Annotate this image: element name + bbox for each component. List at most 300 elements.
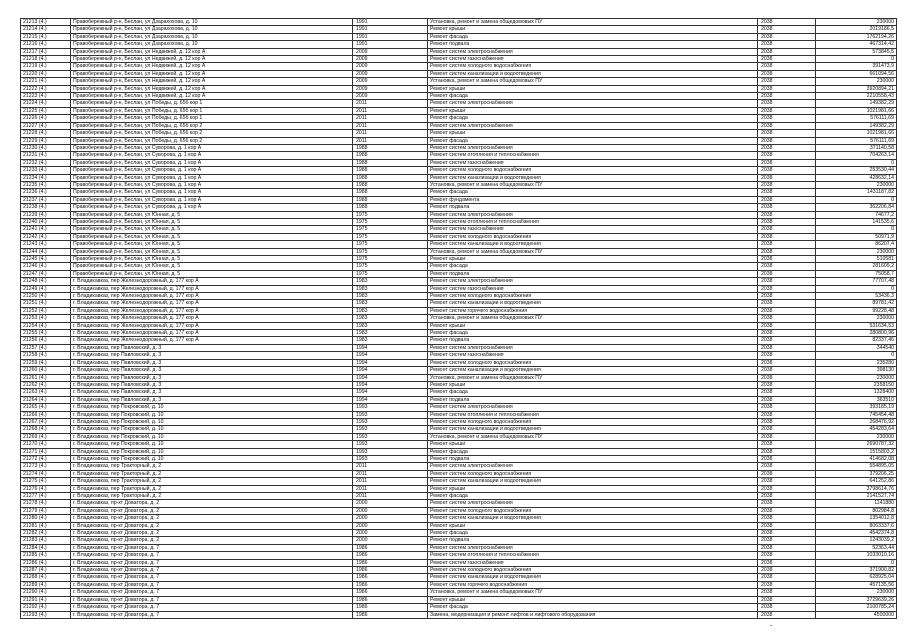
row-number-cell: 21249 (4.): [21, 285, 71, 292]
planned-year-cell: 2038: [758, 85, 816, 92]
row-number-cell: 21254 (4.): [21, 322, 71, 329]
address-cell: г. Владикавказ, пер Павловский, д. 3: [71, 359, 353, 366]
year-built-cell: 1975: [353, 211, 428, 218]
year-built-cell: 1975: [353, 233, 428, 240]
cost-cell: 2141527,74: [816, 493, 897, 500]
planned-year-cell: 2038: [758, 478, 816, 485]
year-built-cell: 2011: [353, 115, 428, 122]
table-row: [21, 574, 897, 581]
cost-cell: 74677,2: [816, 211, 897, 218]
planned-year-cell: 2038: [758, 330, 816, 337]
year-built-cell: 2009: [353, 63, 428, 70]
cost-cell: 391473,9: [816, 63, 897, 70]
row-number-cell: 21276 (4.): [21, 485, 71, 492]
year-built-cell: 1991: [353, 19, 428, 26]
year-built-cell: 1975: [353, 218, 428, 225]
work-type-cell: Установка, ремонт и замена общедомовых ПУ: [428, 78, 758, 85]
year-built-cell: 2011: [353, 100, 428, 107]
table-row: [21, 589, 897, 596]
address-cell: Правобережный р-н, Беслан, ул Недвижей, д. 12 кор А: [71, 70, 353, 77]
cost-cell: 52363,44: [816, 544, 897, 551]
work-type-cell: Ремонт систем газоснабжения: [428, 559, 758, 566]
cost-cell: 2690787,32: [816, 441, 897, 448]
table-row: [21, 241, 897, 248]
work-type-cell: Ремонт систем электроснабжения: [428, 500, 758, 507]
row-number-cell: 21268 (4.): [21, 426, 71, 433]
planned-year-cell: 2038: [758, 33, 816, 40]
address-cell: Правобережный р-н, Беслан, ул Юнная, д. 5: [71, 241, 353, 248]
address-cell: г. Владикавказ, пр-кт Доватора, д. 7: [71, 581, 353, 588]
planned-year-cell: 2038: [758, 218, 816, 225]
table-row: [21, 226, 897, 233]
table-row: [21, 48, 897, 55]
year-built-cell: 1986: [353, 604, 428, 611]
address-cell: Правобережный р-н, Беслан, ул Суворова, д. 1 кор А: [71, 167, 353, 174]
planned-year-cell: 2038: [758, 322, 816, 329]
cost-cell: 2210558,43: [816, 93, 897, 100]
planned-year-cell: 2038: [758, 589, 816, 596]
table-row: [21, 315, 897, 322]
planned-year-cell: 2038: [758, 337, 816, 344]
work-type-cell: Ремонт систем электроснабжения: [428, 544, 758, 551]
planned-year-cell: 2038: [758, 485, 816, 492]
year-built-cell: 2011: [353, 463, 428, 470]
year-built-cell: 2000: [353, 507, 428, 514]
work-type-cell: Ремонт подвала: [428, 455, 758, 462]
year-built-cell: 2009: [353, 48, 428, 55]
work-type-cell: Ремонт крыши: [428, 322, 758, 329]
year-built-cell: 1994: [353, 367, 428, 374]
address-cell: Правобережный р-н, Беслан, ул Победы, д. 65б кор 1: [71, 107, 353, 114]
work-type-cell: Ремонт систем холодного водоснабжения: [428, 470, 758, 477]
cost-cell: 253530,44: [816, 167, 897, 174]
cost-cell: 398130: [816, 367, 897, 374]
cost-cell: 344540: [816, 344, 897, 351]
cost-cell: 1431187,82: [816, 189, 897, 196]
row-number-cell: 21243 (4.): [21, 241, 71, 248]
row-number-cell: 21219 (4.): [21, 63, 71, 70]
cost-cell: 393185,19: [816, 404, 897, 411]
cost-cell: 82337,46: [816, 337, 897, 344]
planned-year-cell: 2038: [758, 611, 816, 618]
row-number-cell: 21258 (4.): [21, 352, 71, 359]
row-number-cell: 21270 (4.): [21, 441, 71, 448]
address-cell: Правобережный р-н, Беслан, ул Суворова, д. 1 кор А: [71, 144, 353, 151]
table-row: [21, 85, 897, 92]
row-number-cell: 21220 (4.): [21, 70, 71, 77]
row-number-cell: 21273 (4.): [21, 463, 71, 470]
work-type-cell: Ремонт систем канализации и водоотведения: [428, 574, 758, 581]
cost-cell: 457135,56: [816, 581, 897, 588]
year-built-cell: 1993: [353, 448, 428, 455]
address-cell: Правобережный р-н, Беслан, ул Недвижей, д. 12 кор А: [71, 63, 353, 70]
row-number-cell: 21261 (4.): [21, 374, 71, 381]
planned-year-cell: 2038: [758, 537, 816, 544]
year-built-cell: 2000: [353, 537, 428, 544]
table-body: [21, 19, 897, 619]
cost-cell: 554895,05: [816, 463, 897, 470]
cost-cell: 576111,69: [816, 115, 897, 122]
year-built-cell: 1993: [353, 455, 428, 462]
planned-year-cell: 2038: [758, 441, 816, 448]
year-built-cell: 1988: [353, 167, 428, 174]
year-built-cell: 1975: [353, 270, 428, 277]
work-type-cell: Ремонт систем холодного водоснабжения: [428, 418, 758, 425]
address-cell: г. Владикавказ, пер Покровский, д. 10: [71, 404, 353, 411]
year-built-cell: 2000: [353, 522, 428, 529]
year-built-cell: 1986: [353, 552, 428, 559]
year-built-cell: 1986: [353, 589, 428, 596]
work-type-cell: Установка, ремонт и замена общедомовых ПУ: [428, 181, 758, 188]
address-cell: Правобережный р-н, Беслан, ул Недвижей, д. 12 кор А: [71, 93, 353, 100]
planned-year-cell: 2038: [758, 137, 816, 144]
planned-year-cell: 2038: [758, 93, 816, 100]
address-cell: г. Владикавказ, пр-кт Доватора, д. 2: [71, 530, 353, 537]
planned-year-cell: 2038: [758, 448, 816, 455]
table-row: [21, 307, 897, 314]
planned-year-cell: 2038: [758, 530, 816, 537]
table-row: [21, 78, 897, 85]
planned-year-cell: 2038: [758, 455, 816, 462]
cost-cell: 1328400: [816, 389, 897, 396]
planned-year-cell: 2038: [758, 470, 816, 477]
work-type-cell: Ремонт крыши: [428, 107, 758, 114]
work-type-cell: Ремонт систем отопления и теплоснабжения: [428, 552, 758, 559]
address-cell: г. Владикавказ, пер Железнодорожный, д. 177 кор А: [71, 337, 353, 344]
row-number-cell: 21259 (4.): [21, 359, 71, 366]
address-cell: Правобережный р-н, Беслан, ул Дзарахохова, д. 10: [71, 26, 353, 33]
year-built-cell: 2011: [353, 137, 428, 144]
planned-year-cell: 2038: [758, 41, 816, 48]
cost-cell: 661094,56: [816, 70, 897, 77]
row-number-cell: 21242 (4.): [21, 233, 71, 240]
work-type-cell: Ремонт фасада: [428, 263, 758, 270]
planned-year-cell: 2038: [758, 396, 816, 403]
row-number-cell: 21225 (4.): [21, 107, 71, 114]
planned-year-cell: 2038: [758, 233, 816, 240]
work-type-cell: Установка, ремонт и замена общедомовых ПУ: [428, 433, 758, 440]
year-built-cell: 1975: [353, 248, 428, 255]
year-built-cell: 1994: [353, 344, 428, 351]
planned-year-cell: 2038: [758, 300, 816, 307]
planned-year-cell: 2038: [758, 189, 816, 196]
work-type-cell: Ремонт систем отопления и теплоснабжения: [428, 411, 758, 418]
address-cell: г. Владикавказ, пр-кт Доватора, д. 7: [71, 604, 353, 611]
address-cell: г. Владикавказ, пер Железнодорожный, д. 177 кор А: [71, 322, 353, 329]
work-type-cell: Ремонт систем электроснабжения: [428, 48, 758, 55]
work-type-cell: Замена, модернизация и ремонт лифтов и лифтового оборудования: [428, 611, 758, 618]
work-type-cell: Ремонт фасада: [428, 330, 758, 337]
year-built-cell: 1988: [353, 152, 428, 159]
row-number-cell: 21277 (4.): [21, 493, 71, 500]
planned-year-cell: 2038: [758, 544, 816, 551]
address-cell: Правобережный р-н, Беслан, ул Недвижей, д. 12 кор А: [71, 56, 353, 63]
work-type-cell: Ремонт систем электроснабжения: [428, 144, 758, 151]
planned-year-cell: 2038: [758, 144, 816, 151]
row-number-cell: 21290 (4.): [21, 589, 71, 596]
cost-cell: 77707,48: [816, 278, 897, 285]
cost-cell: 50971,9: [816, 233, 897, 240]
table-row: [21, 515, 897, 522]
row-number-cell: 21227 (4.): [21, 122, 71, 129]
year-built-cell: 1975: [353, 263, 428, 270]
work-type-cell: Ремонт систем канализации и водоотведения: [428, 478, 758, 485]
cost-cell: 8063337,6: [816, 522, 897, 529]
table-row: [21, 441, 897, 448]
address-cell: Правобережный р-н, Беслан, ул Суворова, д. 1 кор А: [71, 174, 353, 181]
row-number-cell: 21213 (4.): [21, 19, 71, 26]
year-built-cell: 1975: [353, 256, 428, 263]
work-type-cell: Ремонт систем холодного водоснабжения: [428, 567, 758, 574]
cost-cell: 2100785,24: [816, 604, 897, 611]
year-built-cell: 1988: [353, 159, 428, 166]
table-row: [21, 56, 897, 63]
address-cell: Правобережный р-н, Беслан, ул Дзарахохова, д. 10: [71, 41, 353, 48]
cost-cell: 149382,29: [816, 122, 897, 129]
table-row: [21, 248, 897, 255]
address-cell: г. Владикавказ, пер Павловский, д. 3: [71, 389, 353, 396]
work-type-cell: Ремонт систем электроснабжения: [428, 404, 758, 411]
table-row: [21, 337, 897, 344]
table-row: [21, 70, 897, 77]
row-number-cell: 21239 (4.): [21, 211, 71, 218]
work-type-cell: Ремонт систем холодного водоснабжения: [428, 167, 758, 174]
address-cell: г. Владикавказ, пер Железнодорожный, д. 177 кор А: [71, 315, 353, 322]
table-row: [21, 181, 897, 188]
year-built-cell: 2011: [353, 130, 428, 137]
cost-cell: 0: [816, 352, 897, 359]
work-type-cell: Установка, ремонт и замена общедомовых ПУ: [428, 248, 758, 255]
address-cell: Правобережный р-н, Беслан, ул Недвижей, д. 12 кор А: [71, 48, 353, 55]
planned-year-cell: 2038: [758, 581, 816, 588]
planned-year-cell: 2038: [758, 241, 816, 248]
row-number-cell: 21292 (4.): [21, 604, 71, 611]
cost-cell: 1354012,8: [816, 515, 897, 522]
year-built-cell: 2000: [353, 500, 428, 507]
table-row: [21, 448, 897, 455]
address-cell: Правобережный р-н, Беслан, ул Суворова, д. 1 кор А: [71, 204, 353, 211]
table-row: [21, 189, 897, 196]
work-type-cell: Ремонт систем канализации и водоотведения: [428, 515, 758, 522]
address-cell: г. Владикавказ, пер Тракторный, д. 2: [71, 470, 353, 477]
address-cell: г. Владикавказ, пр-кт Доватора, д. 2: [71, 507, 353, 514]
planned-year-cell: 2038: [758, 181, 816, 188]
table-row: [21, 604, 897, 611]
table-row: [21, 381, 897, 388]
work-type-cell: Ремонт подвала: [428, 270, 758, 277]
cost-cell: 268476,92: [816, 418, 897, 425]
planned-year-cell: 2038: [758, 315, 816, 322]
address-cell: г. Владикавказ, пр-кт Доватора, д. 7: [71, 574, 353, 581]
cost-cell: 379206,25: [816, 470, 897, 477]
table-row: [21, 418, 897, 425]
work-type-cell: Ремонт фасада: [428, 189, 758, 196]
planned-year-cell: 2038: [758, 48, 816, 55]
year-built-cell: 1988: [353, 204, 428, 211]
year-built-cell: 2000: [353, 530, 428, 537]
cost-cell: 414682,08: [816, 455, 897, 462]
table-row: [21, 404, 897, 411]
work-type-cell: Ремонт систем холодного водоснабжения: [428, 63, 758, 70]
address-cell: г. Владикавказ, пер Покровский, д. 10: [71, 455, 353, 462]
cost-cell: 428632,14: [816, 174, 897, 181]
cost-cell: 467314,42: [816, 41, 897, 48]
address-cell: г. Владикавказ, пер Покровский, д. 10: [71, 448, 353, 455]
table-row: [21, 285, 897, 292]
row-number-cell: 21221 (4.): [21, 78, 71, 85]
cost-cell: 141535,6: [816, 218, 897, 225]
table-row: [21, 567, 897, 574]
year-built-cell: 1991: [353, 33, 428, 40]
address-cell: г. Владикавказ, пер Тракторный, д. 2: [71, 463, 353, 470]
row-number-cell: 21255 (4.): [21, 330, 71, 337]
year-built-cell: 2011: [353, 478, 428, 485]
year-built-cell: 1994: [353, 396, 428, 403]
row-number-cell: 21233 (4.): [21, 167, 71, 174]
address-cell: Правобережный р-н, Беслан, ул Юнная, д. 5: [71, 218, 353, 225]
planned-year-cell: 2038: [758, 122, 816, 129]
address-cell: г. Владикавказ, пер Покровский, д. 10: [71, 441, 353, 448]
planned-year-cell: 2038: [758, 204, 816, 211]
planned-year-cell: 2038: [758, 19, 816, 26]
row-number-cell: 21279 (4.): [21, 507, 71, 514]
table-row: [21, 218, 897, 225]
cost-cell: 510581: [816, 256, 897, 263]
table-row: [21, 167, 897, 174]
row-number-cell: 21247 (4.): [21, 270, 71, 277]
table-row: [21, 93, 897, 100]
planned-year-cell: 2038: [758, 167, 816, 174]
address-cell: Правобережный р-н, Беслан, ул Дзарахохова, д. 10: [71, 19, 353, 26]
year-built-cell: 1993: [353, 404, 428, 411]
year-built-cell: 1975: [353, 226, 428, 233]
cost-cell: 53436,3: [816, 293, 897, 300]
cost-cell: 75058,7: [816, 270, 897, 277]
planned-year-cell: 2038: [758, 463, 816, 470]
row-number-cell: 21217 (4.): [21, 48, 71, 55]
cost-cell: 281609,2: [816, 263, 897, 270]
planned-year-cell: 2038: [758, 56, 816, 63]
address-cell: Правобережный р-н, Беслан, ул Юнная, д. 5: [71, 233, 353, 240]
planned-year-cell: 2038: [758, 426, 816, 433]
cost-cell: 1033010,16: [816, 552, 897, 559]
cost-cell: 2019186,5: [816, 26, 897, 33]
work-type-cell: Установка, ремонт и замена общедомовых ПУ: [428, 374, 758, 381]
table-row: [21, 137, 897, 144]
table-row: [21, 485, 897, 492]
planned-year-cell: 2038: [758, 211, 816, 218]
work-type-cell: Ремонт систем отопления и теплоснабжения: [428, 152, 758, 159]
table-row: [21, 411, 897, 418]
table-row: [21, 122, 897, 129]
cost-cell: 1243039,2: [816, 537, 897, 544]
address-cell: Правобережный р-н, Беслан, ул Суворова, д. 1 кор А: [71, 196, 353, 203]
work-type-cell: Ремонт систем электроснабжения: [428, 211, 758, 218]
cost-cell: 1021981,66: [816, 107, 897, 114]
cost-cell: 280800,96: [816, 330, 897, 337]
work-type-cell: Ремонт крыши: [428, 381, 758, 388]
row-number-cell: 21288 (4.): [21, 574, 71, 581]
planned-year-cell: 2038: [758, 433, 816, 440]
work-type-cell: Ремонт крыши: [428, 441, 758, 448]
table-row: [21, 478, 897, 485]
planned-year-cell: 2038: [758, 389, 816, 396]
planned-year-cell: 2038: [758, 174, 816, 181]
planned-year-cell: 2038: [758, 515, 816, 522]
planned-year-cell: 2038: [758, 493, 816, 500]
table-row: [21, 396, 897, 403]
year-built-cell: 1983: [353, 307, 428, 314]
planned-year-cell: 2038: [758, 226, 816, 233]
year-built-cell: 1993: [353, 418, 428, 425]
row-number-cell: 21283 (4.): [21, 537, 71, 544]
row-number-cell: 21235 (4.): [21, 181, 71, 188]
table-row: [21, 41, 897, 48]
year-built-cell: 1983: [353, 330, 428, 337]
work-type-cell: Ремонт систем газоснабжения: [428, 352, 758, 359]
address-cell: г. Владикавказ, пер Павловский, д. 3: [71, 374, 353, 381]
work-type-cell: Ремонт систем холодного водоснабжения: [428, 293, 758, 300]
table-row: [21, 581, 897, 588]
cost-cell: 576111,69: [816, 137, 897, 144]
cost-cell: 0: [816, 196, 897, 203]
planned-year-cell: 2038: [758, 552, 816, 559]
address-cell: г. Владикавказ, пр-кт Доватора, д. 7: [71, 589, 353, 596]
row-number-cell: 21272 (4.): [21, 455, 71, 462]
table-row: [21, 330, 897, 337]
year-built-cell: 1988: [353, 144, 428, 151]
address-cell: г. Владикавказ, пер Покровский, д. 10: [71, 411, 353, 418]
table-row: [21, 530, 897, 537]
row-number-cell: 21257 (4.): [21, 344, 71, 351]
planned-year-cell: 2038: [758, 574, 816, 581]
cost-cell: 3920894,21: [816, 85, 897, 92]
table-row: [21, 344, 897, 351]
address-cell: Правобережный р-н, Беслан, ул Недвижей, д. 12 кор А: [71, 78, 353, 85]
planned-year-cell: 2038: [758, 248, 816, 255]
work-type-cell: Ремонт фасада: [428, 33, 758, 40]
row-number-cell: 21260 (4.): [21, 367, 71, 374]
cost-cell: 0: [816, 159, 897, 166]
row-number-cell: 21267 (4.): [21, 418, 71, 425]
row-number-cell: 21265 (4.): [21, 404, 71, 411]
address-cell: г. Владикавказ, пр-кт Доватора, д. 7: [71, 552, 353, 559]
table-row: [21, 278, 897, 285]
row-number-cell: 21245 (4.): [21, 256, 71, 263]
cost-cell: 230000: [816, 315, 897, 322]
cost-cell: 745454,48: [816, 411, 897, 418]
cost-cell: 3729639,26: [816, 596, 897, 603]
year-built-cell: 1993: [353, 411, 428, 418]
row-number-cell: 21228 (4.): [21, 130, 71, 137]
row-number-cell: 21244 (4.): [21, 248, 71, 255]
year-built-cell: 1986: [353, 581, 428, 588]
row-number-cell: 21263 (4.): [21, 389, 71, 396]
table-row: [21, 537, 897, 544]
year-built-cell: 1994: [353, 374, 428, 381]
year-built-cell: 2009: [353, 93, 428, 100]
work-type-cell: Ремонт крыши: [428, 256, 758, 263]
address-cell: г. Владикавказ, пер Павловский, д. 3: [71, 344, 353, 351]
cost-cell: 230000: [816, 589, 897, 596]
row-number-cell: 21278 (4.): [21, 500, 71, 507]
table-row: [21, 359, 897, 366]
year-built-cell: 2000: [353, 515, 428, 522]
cost-cell: 235280: [816, 359, 897, 366]
year-built-cell: 1986: [353, 544, 428, 551]
year-built-cell: 2011: [353, 122, 428, 129]
work-type-cell: Ремонт систем горячего водоснабжения: [428, 581, 758, 588]
